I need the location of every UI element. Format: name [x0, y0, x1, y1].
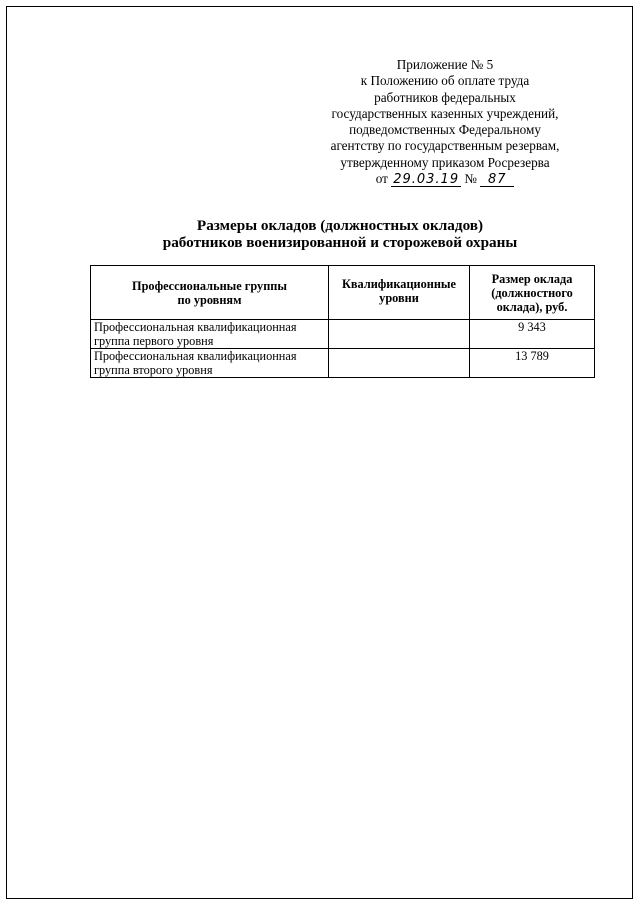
cell-line: Профессиональная квалификационная — [94, 349, 297, 363]
title-line-1: Размеры окладов (должностных окладов) — [196, 217, 484, 234]
appendix-line: утвержденному приказом Росрезерва — [340, 154, 550, 170]
header-line: по уровням — [177, 292, 242, 307]
header-line: Квалификационные — [342, 277, 456, 291]
order-date-number-line — [300, 171, 590, 187]
header-line: Профессиональные группы — [132, 278, 287, 293]
appendix-line: агентству по государственным резервам, — [330, 138, 560, 154]
header-line: (должностного — [491, 285, 573, 300]
header-qualification-levels — [329, 266, 470, 320]
cell-salary: 9 343 — [470, 320, 595, 349]
handwritten-number: 87 — [480, 173, 514, 187]
appendix-line: государственных казенных учреждений, — [331, 105, 559, 121]
handwritten-date: 29.03.19 — [393, 172, 460, 188]
cell-qualification-level — [329, 320, 470, 349]
cell-line: Профессиональная квалификационная — [94, 320, 297, 334]
cell-qualification-level — [329, 349, 470, 378]
appendix-line: к Положению об оплате труда — [360, 73, 530, 89]
cell-line: группа первого уровня — [94, 334, 214, 348]
table-row — [91, 349, 595, 378]
table-header-row — [91, 266, 595, 320]
header-professional-groups — [91, 266, 329, 320]
cell-professional-group — [91, 320, 329, 349]
cell-professional-group — [91, 349, 329, 378]
header-line: оклада), руб. — [496, 299, 568, 314]
appendix-block — [300, 57, 590, 187]
appendix-line: подведомственных Федеральному — [349, 122, 541, 138]
cell-salary: 13 789 — [470, 349, 595, 378]
header-salary-size — [470, 266, 595, 320]
title-line-2: работников военизированной и сторожевой охраны — [162, 234, 518, 251]
document-title — [40, 217, 640, 251]
cell-line: группа второго уровня — [94, 363, 213, 377]
number-label: № — [464, 171, 477, 187]
appendix-line: Приложение № 5 — [396, 57, 494, 72]
table-row — [91, 320, 595, 349]
header-line: Размер оклада — [491, 271, 573, 286]
from-label: от — [375, 171, 388, 187]
appendix-line: работников федеральных — [374, 89, 516, 105]
salary-table — [90, 265, 595, 378]
header-line: уровни — [379, 291, 419, 305]
